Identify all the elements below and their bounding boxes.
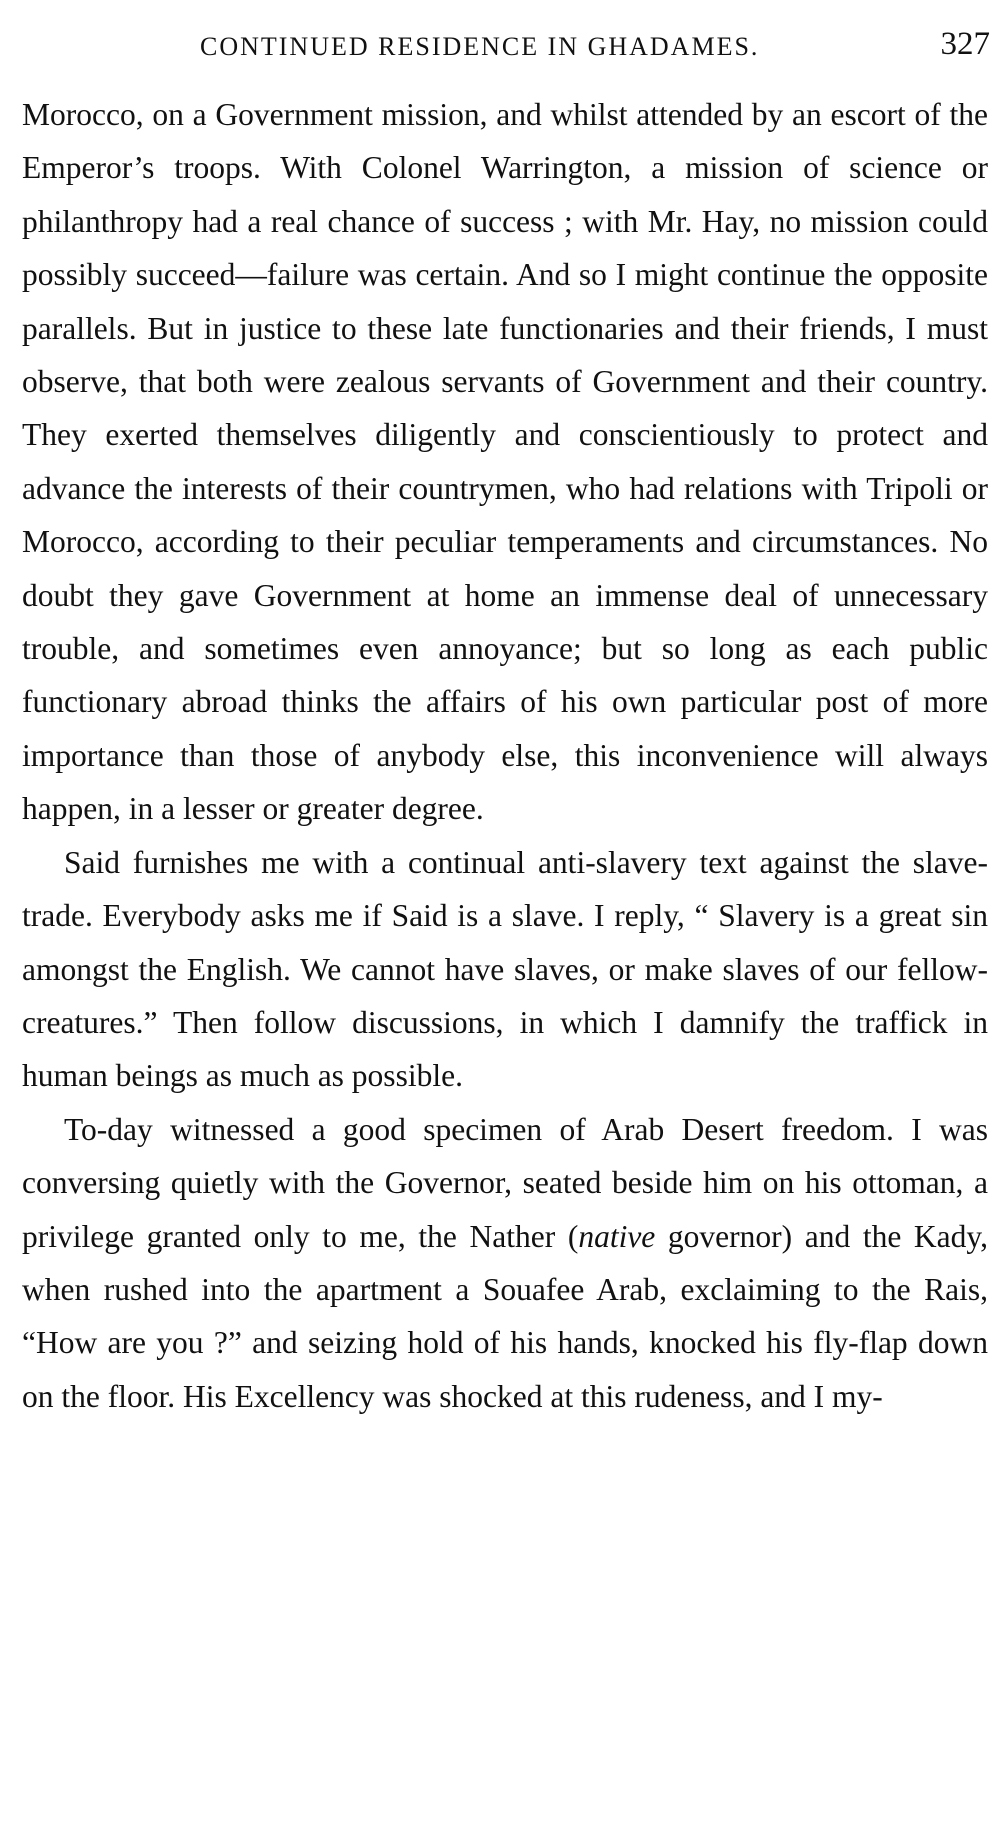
paragraph-3-part-1: To-day witnessed a good specimen of Arab Desert freedom. I was conversing quietly with the Governor, seated beside him on his ottoman, a privilege granted only to me, the Nather ( <box>22 1111 988 1254</box>
italic-word: native <box>578 1218 656 1254</box>
page-number: 327 <box>940 26 990 62</box>
paragraph-3-part-2: governor) and the Kady, when rushed into the apartment a Souafee Arab, exclaiming to the Rais, “How are you ?” and seizing hold of his hands, knocked his fly-flap down on the floor. His Excellency was shocked at this rudeness, and I my- <box>22 1218 988 1414</box>
paragraph-3 <box>22 1103 988 1423</box>
paragraph-1: Morocco, on a Government mission, and whilst attended by an escort of the Emperor’s troops. With Colonel Warrington, a mission of science or philanthropy had a real chance of success ; with Mr. Hay, no mission could possibly succeed—failure was certain. And so I might continue the opposite parallels. But in justice to these late functionaries and their friends, I must observe, that both were zealous servants of Government and their country. They exerted themselves diligently and conscientiously to protect and advance the interests of their countrymen, who had relations with Tripoli or Morocco, according to their peculiar temperaments and circumstances. No doubt they gave Government at home an immense deal of unnecessary trouble, and sometimes even annoyance; but so long as each public functionary abroad thinks the affairs of his own particular post of more importance than those of anybody else, this inconvenience will always happen, in a lesser or greater degree. <box>22 97 988 827</box>
running-head <box>24 24 990 74</box>
body-text <box>22 88 988 1423</box>
running-title: CONTINUED RESIDENCE IN GHADAMES. <box>200 32 760 61</box>
paragraph-2: Said furnishes me with a continual anti-slavery text against the slave-trade. Everybody asks me if Said is a slave. I reply, “ Slavery is a great sin amongst the English. We cannot have slaves, or make slaves of our fellow-creatures.” Then follow discussions, in which I damnify the traffick in human beings as much as possible. <box>22 844 988 1094</box>
